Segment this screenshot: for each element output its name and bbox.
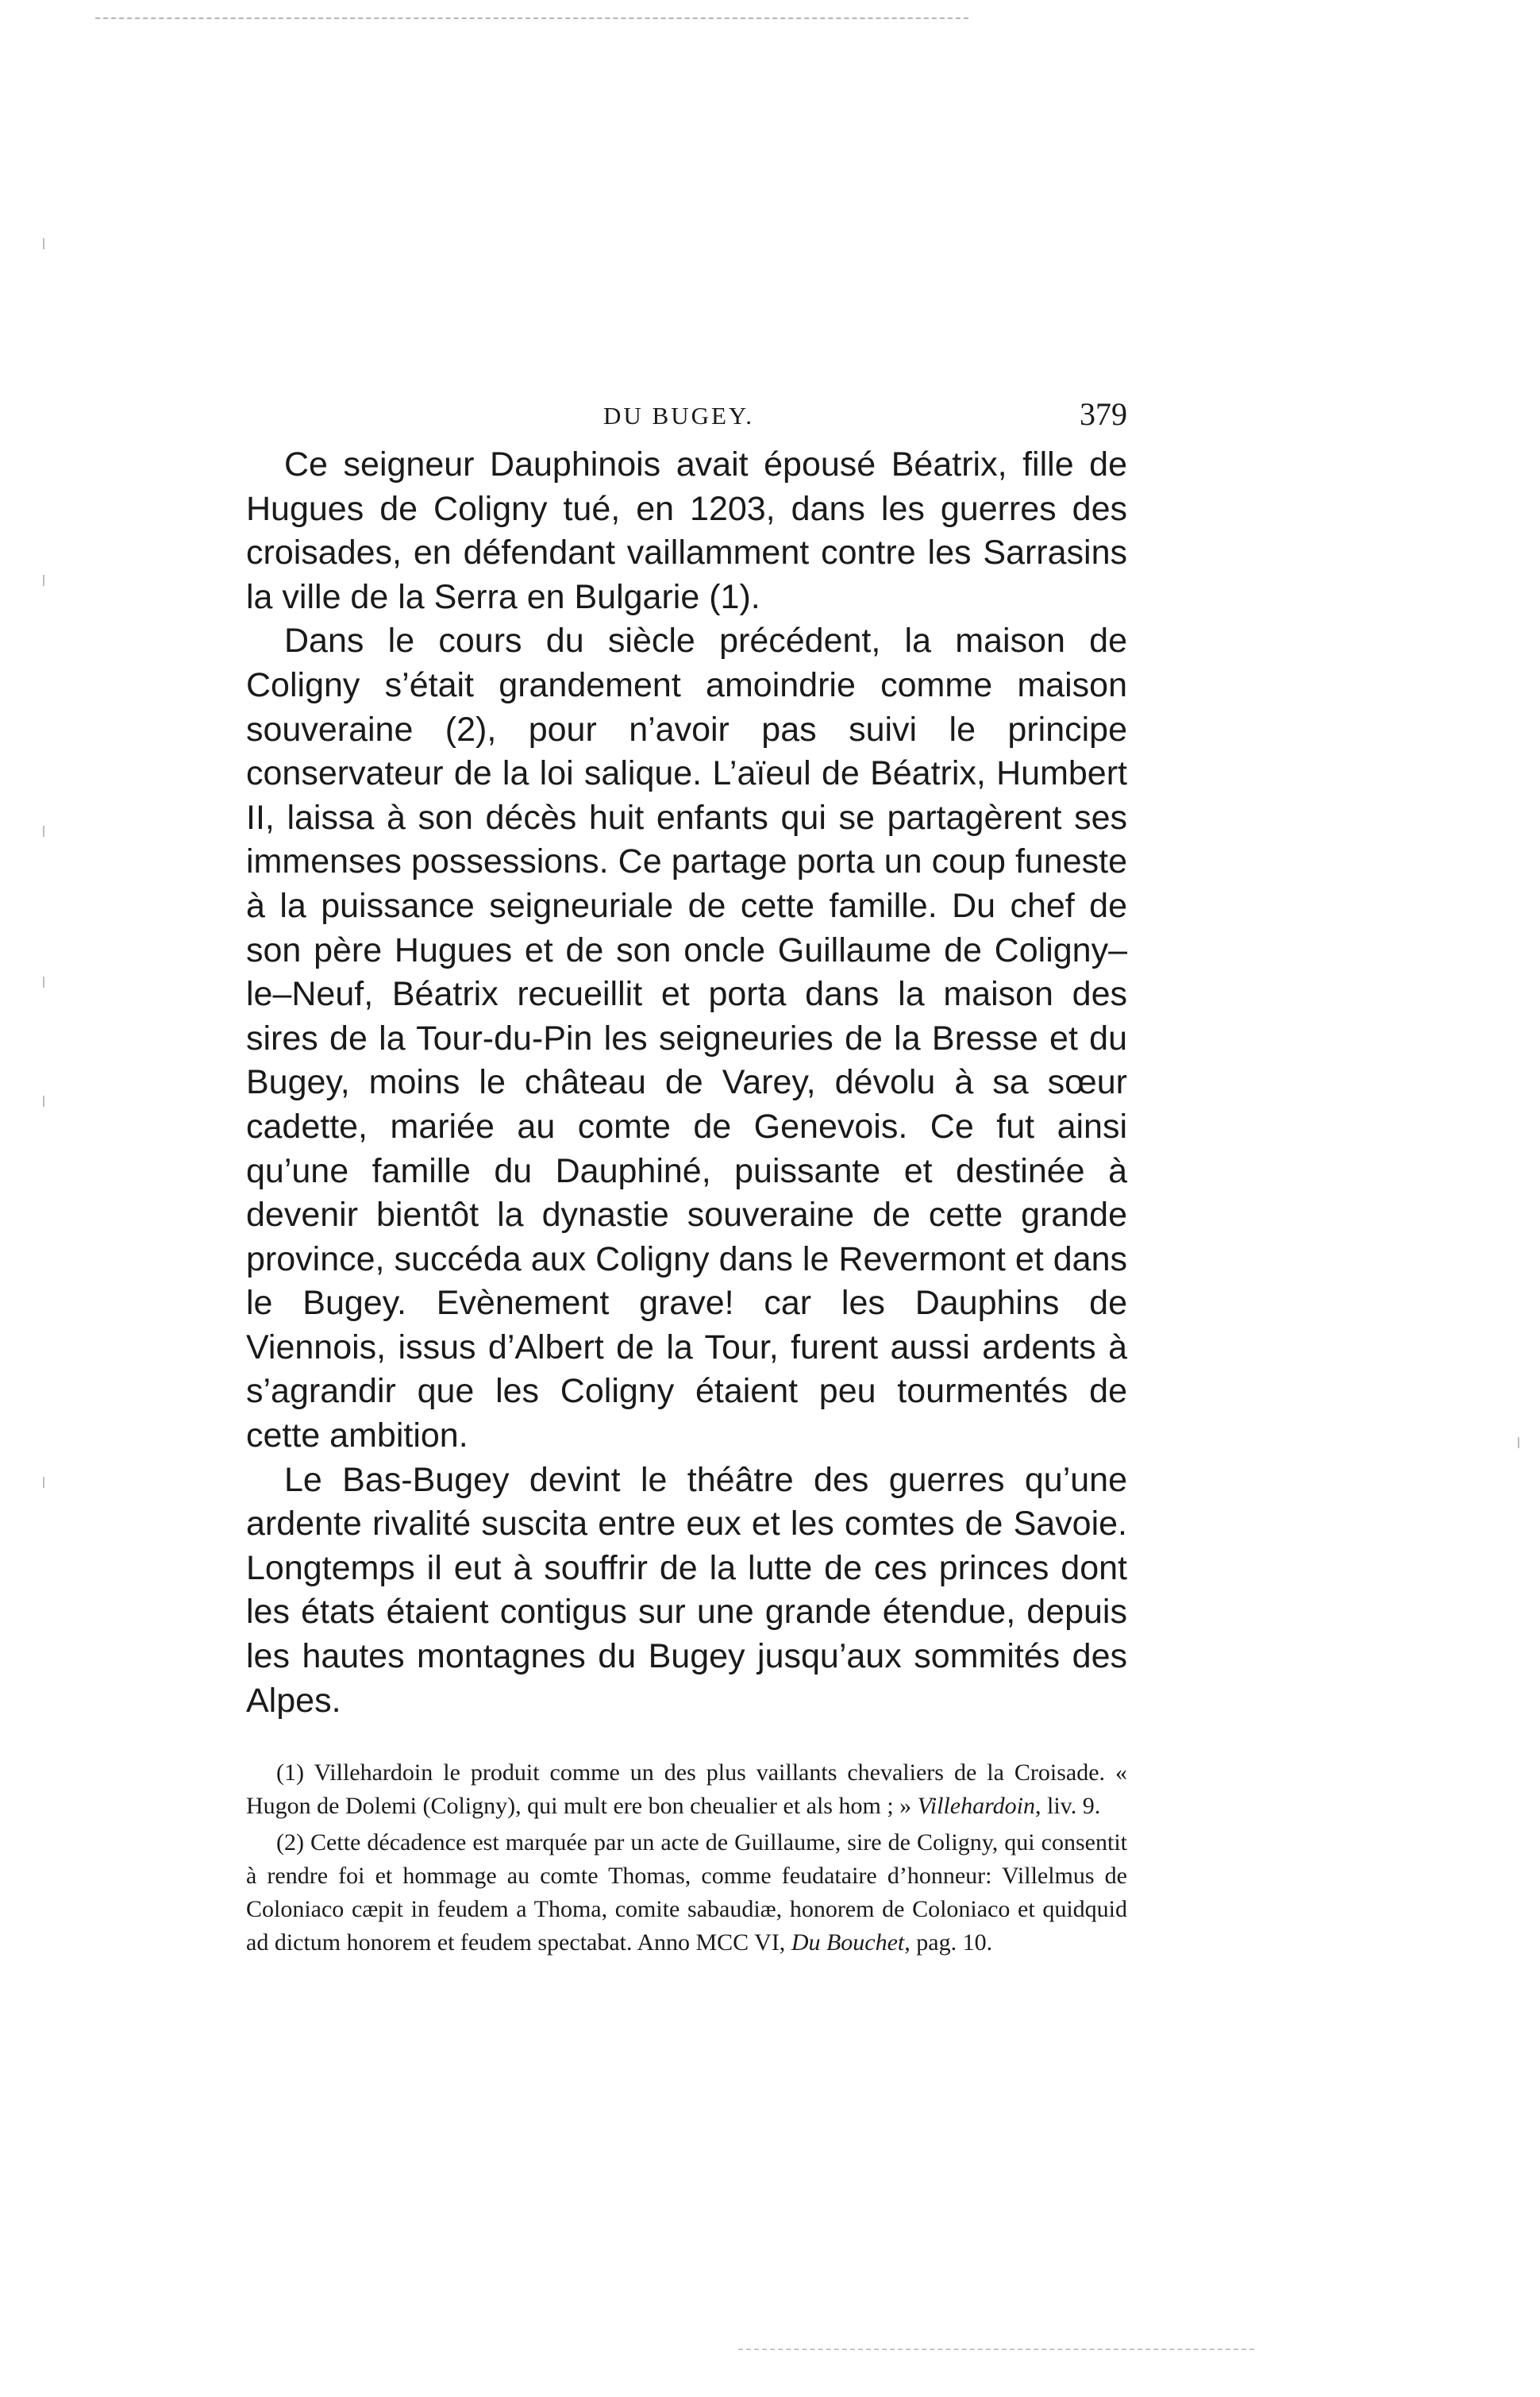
book-page xyxy=(246,395,1127,1960)
footnote-reference: , pag. 10. xyxy=(904,1929,993,1956)
margin-mark xyxy=(43,238,44,249)
footnote-text: Cette décadence est marquée par un acte de Guillaume, sire de Coligny, qui consentit à rendre foi et hommage au comte Thomas, comme feudataire d’honneur: Villelmus de Coloniaco cæpit in feudem a Thoma, comite sabaudiæ, honorem de Coloniaco et quidquid ad dictum honorem et feudem spectabat. Anno MCC VI, xyxy=(246,1829,1127,1956)
margin-mark xyxy=(43,1477,44,1488)
paragraph: Ce seigneur Dauphinois avait épousé Béatrix, fille de Hugues de Coligny tué, en 1203, dans les guerres des croisades, en défendant vaillamment contre les Sarrasins la ville de la Serra en Bulgarie (1). xyxy=(246,445,1127,616)
footnote-reference: , liv. 9. xyxy=(1034,1793,1101,1820)
footnote-marker: (2) xyxy=(276,1829,304,1856)
page-number: 379 xyxy=(1080,396,1127,432)
margin-mark xyxy=(43,575,44,586)
margin-mark xyxy=(43,826,44,837)
margin-mark xyxy=(43,977,44,988)
footnote-2 xyxy=(246,1826,1127,1960)
footnotes xyxy=(246,1756,1127,1960)
footnote-marker: (1) xyxy=(276,1759,304,1786)
footnote-text: Villehardoin le produit comme un des plus vaillants chevaliers de la Croisade. « Hugon de Dolemi (Coligny), qui mult ere bon cheualier et als hom ; » xyxy=(246,1759,1127,1820)
margin-mark xyxy=(1518,1437,1519,1448)
footnote-source: Villehardoin xyxy=(917,1793,1035,1820)
scan-edge-top xyxy=(95,17,968,19)
footnote-1 xyxy=(246,1756,1127,1823)
running-title: DU BUGEY. xyxy=(603,402,755,430)
running-head xyxy=(246,395,1127,443)
margin-mark xyxy=(43,1096,44,1107)
paragraph: Dans le cours du siècle précédent, la maison de Coligny s’était grandement amoindrie comme maison souveraine (2), pour n’avoir pas suivi le principe conservateur de la loi salique. L’aïeul de Béatrix, Humbert II, laissa à son décès huit enfants qui se partagèrent ses immenses possessions. Ce partage porta un coup funeste à la puissance seigneuriale de cette famille. Du chef de son père Hugues et de son oncle Guillaume de Coligny–le–Neuf, Béatrix recueillit et porta dans la maison des sires de la Tour-du-Pin les seigneuries de la Bresse et du Bugey, moins le château de Varey, dévolu à sa sœur cadette, mariée au comte de Genevois. Ce fut ainsi qu’une famille du Dauphiné, puissante et destinée à devenir bientôt la dynastie souveraine de cette grande province, succéda aux Coligny dans le Revermont et dans le Bugey. Evènement grave! car les Dauphins de Viennois, issus d’Albert de la Tour, furent aussi ardents à s’agrandir que les Coligny étaient peu tourmentés de cette ambition. xyxy=(246,622,1127,1455)
scan-edge-bottom xyxy=(738,2349,1254,2350)
paragraph: Le Bas-Bugey devint le théâtre des guerres qu’une ardente rivalité suscita entre eux et les comtes de Savoie. Longtemps il eut à souffrir de la lutte de ces princes dont les états étaient contigus sur une grande étendue, depuis les hautes montagnes du Bugey jusqu’aux sommités des Alpes. xyxy=(246,1460,1127,1720)
footnote-source: Du Bouchet xyxy=(791,1929,905,1956)
body-text xyxy=(246,443,1127,1723)
